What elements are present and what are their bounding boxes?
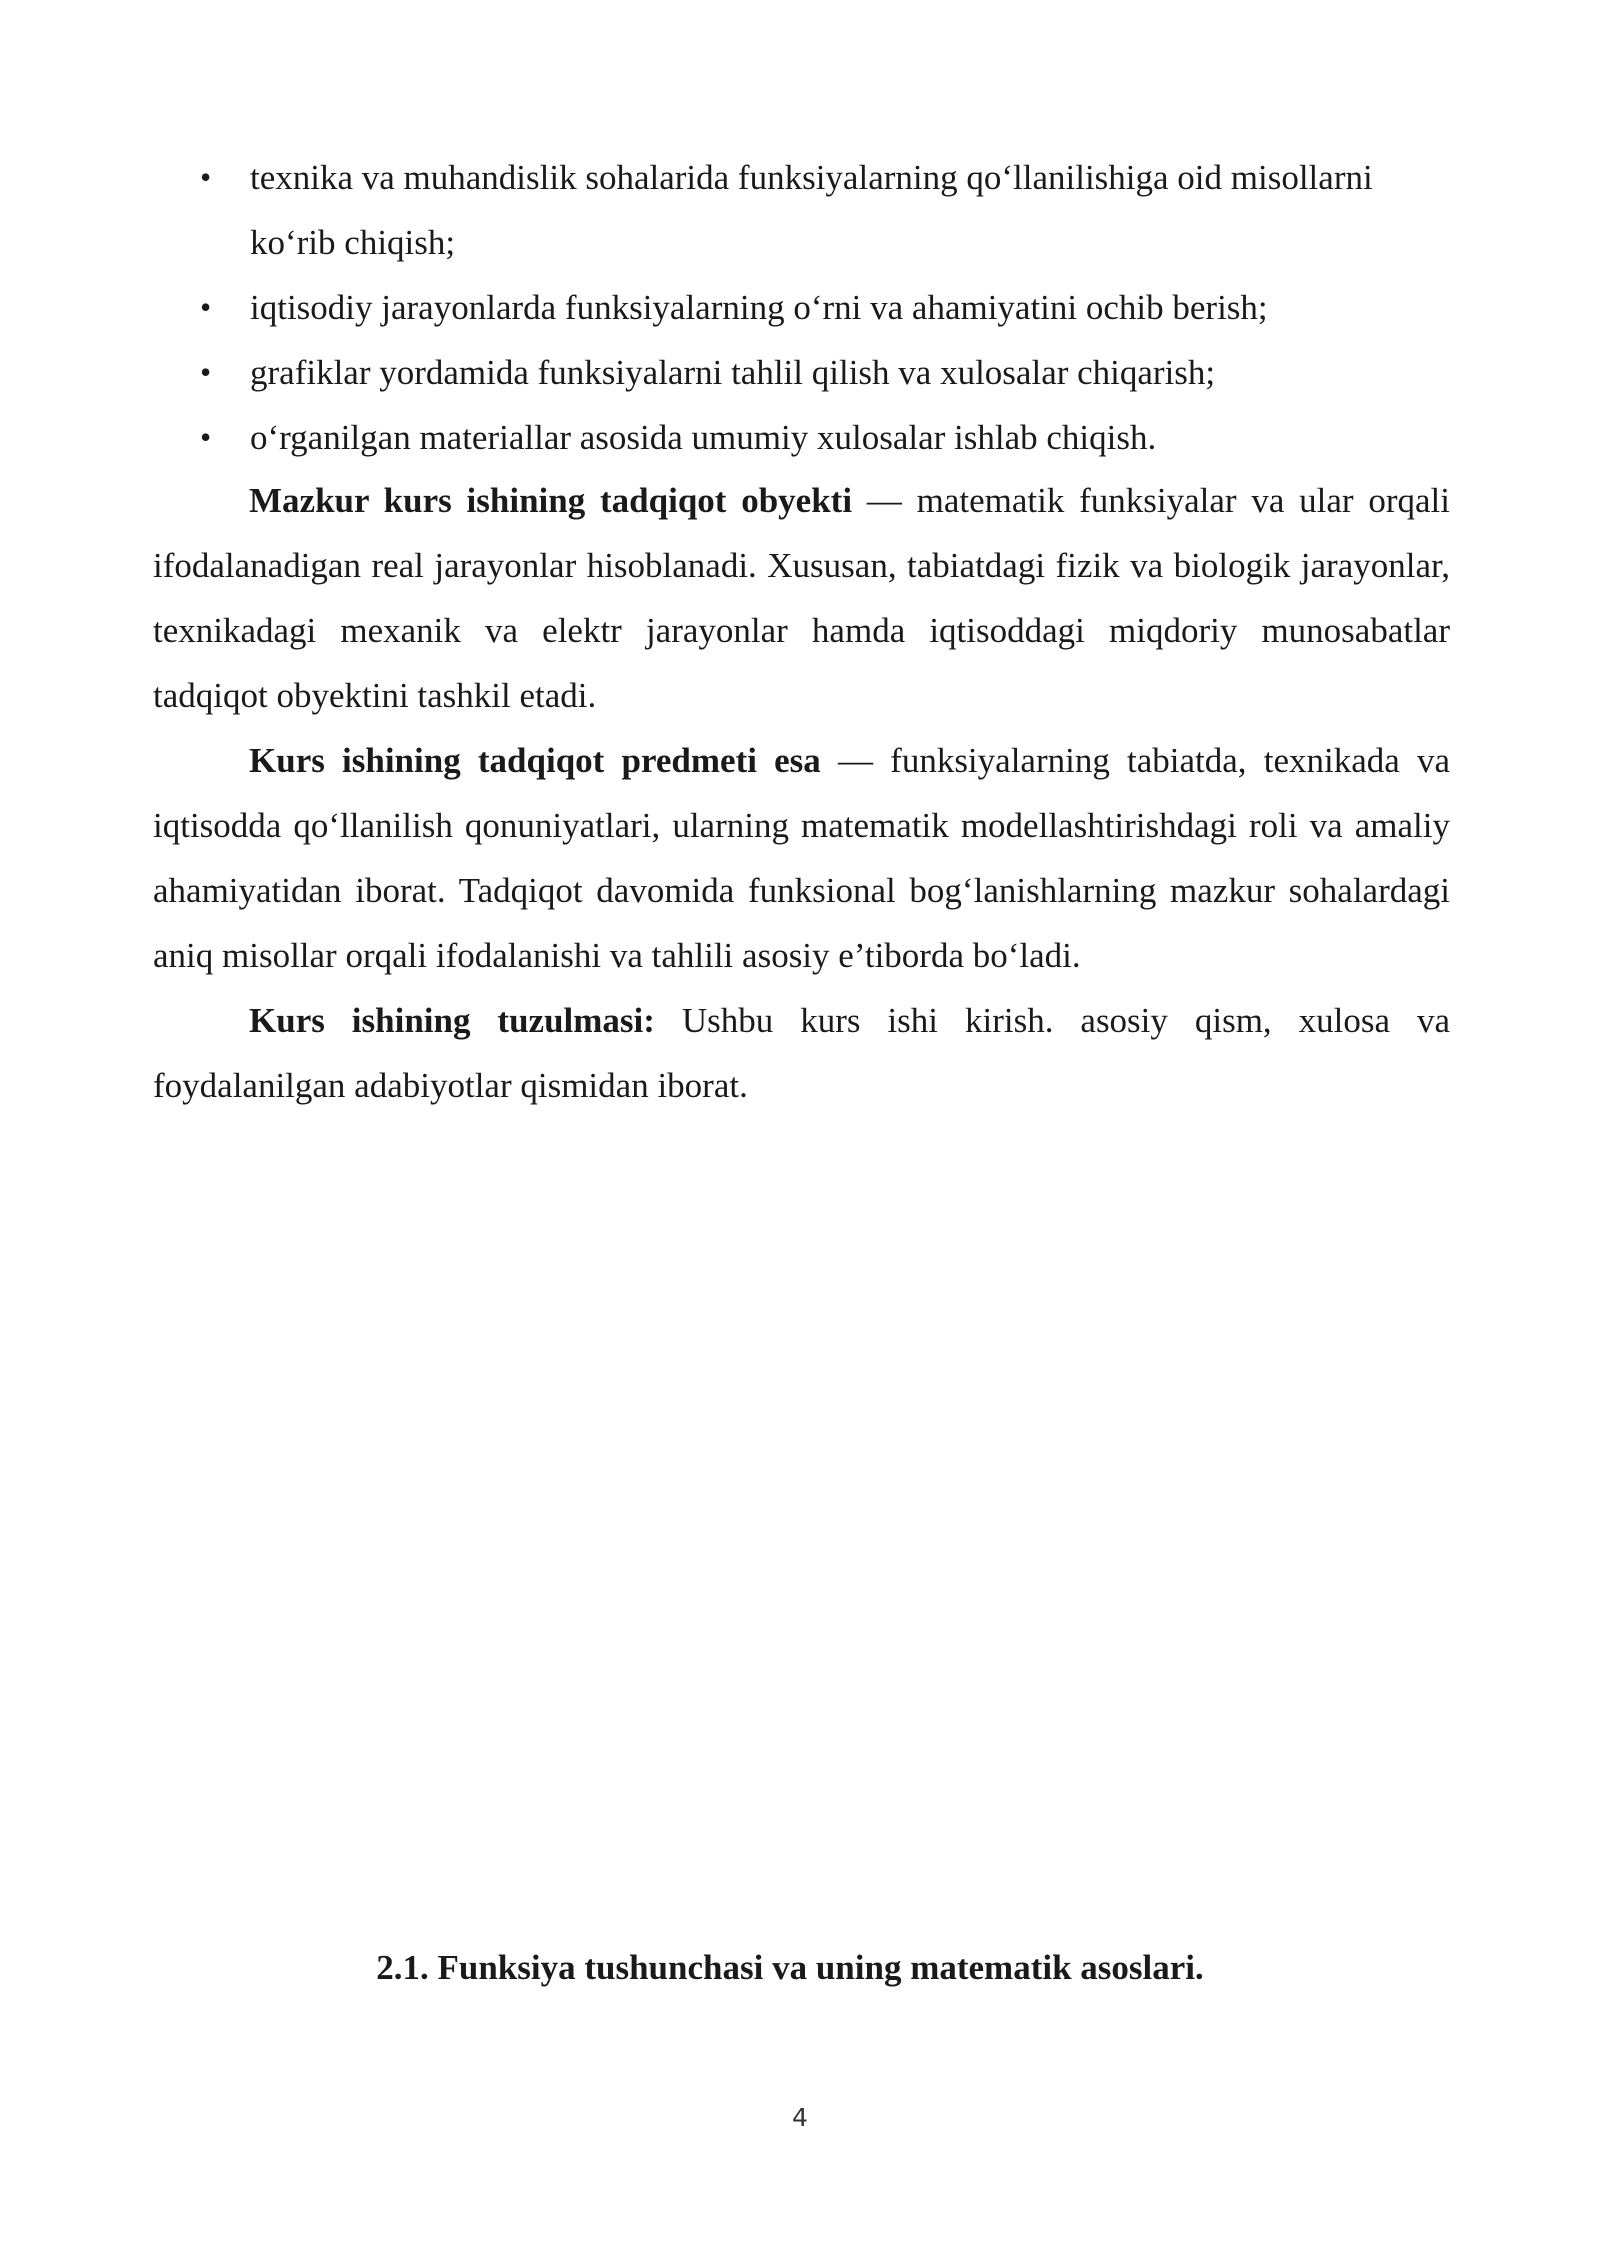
list-item <box>0 405 1460 470</box>
paragraph-lead: Kurs ishining tadqiqot predmeti esa <box>249 741 821 780</box>
list-item-text: iqtisodiy jarayonlarda funksiyalarning o‘rni va ahamiyatini ochib berish; <box>250 288 1268 327</box>
objectives-list <box>0 145 1600 470</box>
paragraph-lead: Kurs ishining tuzulmasi: <box>249 1001 655 1040</box>
page-number: 4 <box>792 2103 808 2132</box>
list-item-text: o‘rganilgan materiallar asosida umumiy xulosalar ishlab chiqish. <box>250 418 1157 457</box>
list-item-text: texnika va muhandislik sohalarida funksiyalarning qo‘llanilishiga oid misollarni ko‘rib chiqish; <box>250 158 1373 262</box>
paragraph-text: Ushbu kurs ishi kirish. asosiy qism, xulosa va foydalanilgan adabiyotlar qismidan iborat. <box>153 1001 1450 1105</box>
list-item <box>0 275 1460 340</box>
bullet-icon: • <box>200 289 212 325</box>
paragraph-text: — funksiyalarning tabiatda, texnikada va iqtisodda qo‘llanilish qonuniyatlari, ularning matematik modellashtirishdagi roli va amaliy ahamiyatidan iborat. Tadqiqot davomida funksional bog‘lanishlarning mazkur sohalardagi aniq misollar orqali ifodalanishi va tahlili asosiy e’tiborda bo‘ladi. <box>153 741 1450 975</box>
section-heading: 2.1. Funksiya tushunchasi va uning matematik asoslari. <box>376 1948 1204 1987</box>
bullet-icon: • <box>200 159 212 195</box>
list-item <box>0 145 1460 275</box>
bullet-icon: • <box>200 419 212 455</box>
structure-paragraph <box>153 988 1450 1118</box>
research-object-paragraph <box>153 468 1450 728</box>
list-item-text: grafiklar yordamida funksiyalarni tahlil qilish va xulosalar chiqarish; <box>250 353 1216 392</box>
research-subject-paragraph <box>153 728 1450 988</box>
paragraph-lead: Mazkur kurs ishining tadqiqot obyekti <box>249 481 853 520</box>
paragraph-text: — matematik funksiyalar va ular orqali ifodalanadigan real jarayonlar hisoblanadi. Xususan, tabiatdagi fizik va biologik jarayonlar, texnikadagi mexanik va elektr jarayonlar hamda iqtisoddagi miqdoriy munosabatlar tadqiqot obyektini tashkil etadi. <box>153 481 1451 715</box>
bullet-icon: • <box>200 354 212 390</box>
list-item <box>0 340 1460 405</box>
